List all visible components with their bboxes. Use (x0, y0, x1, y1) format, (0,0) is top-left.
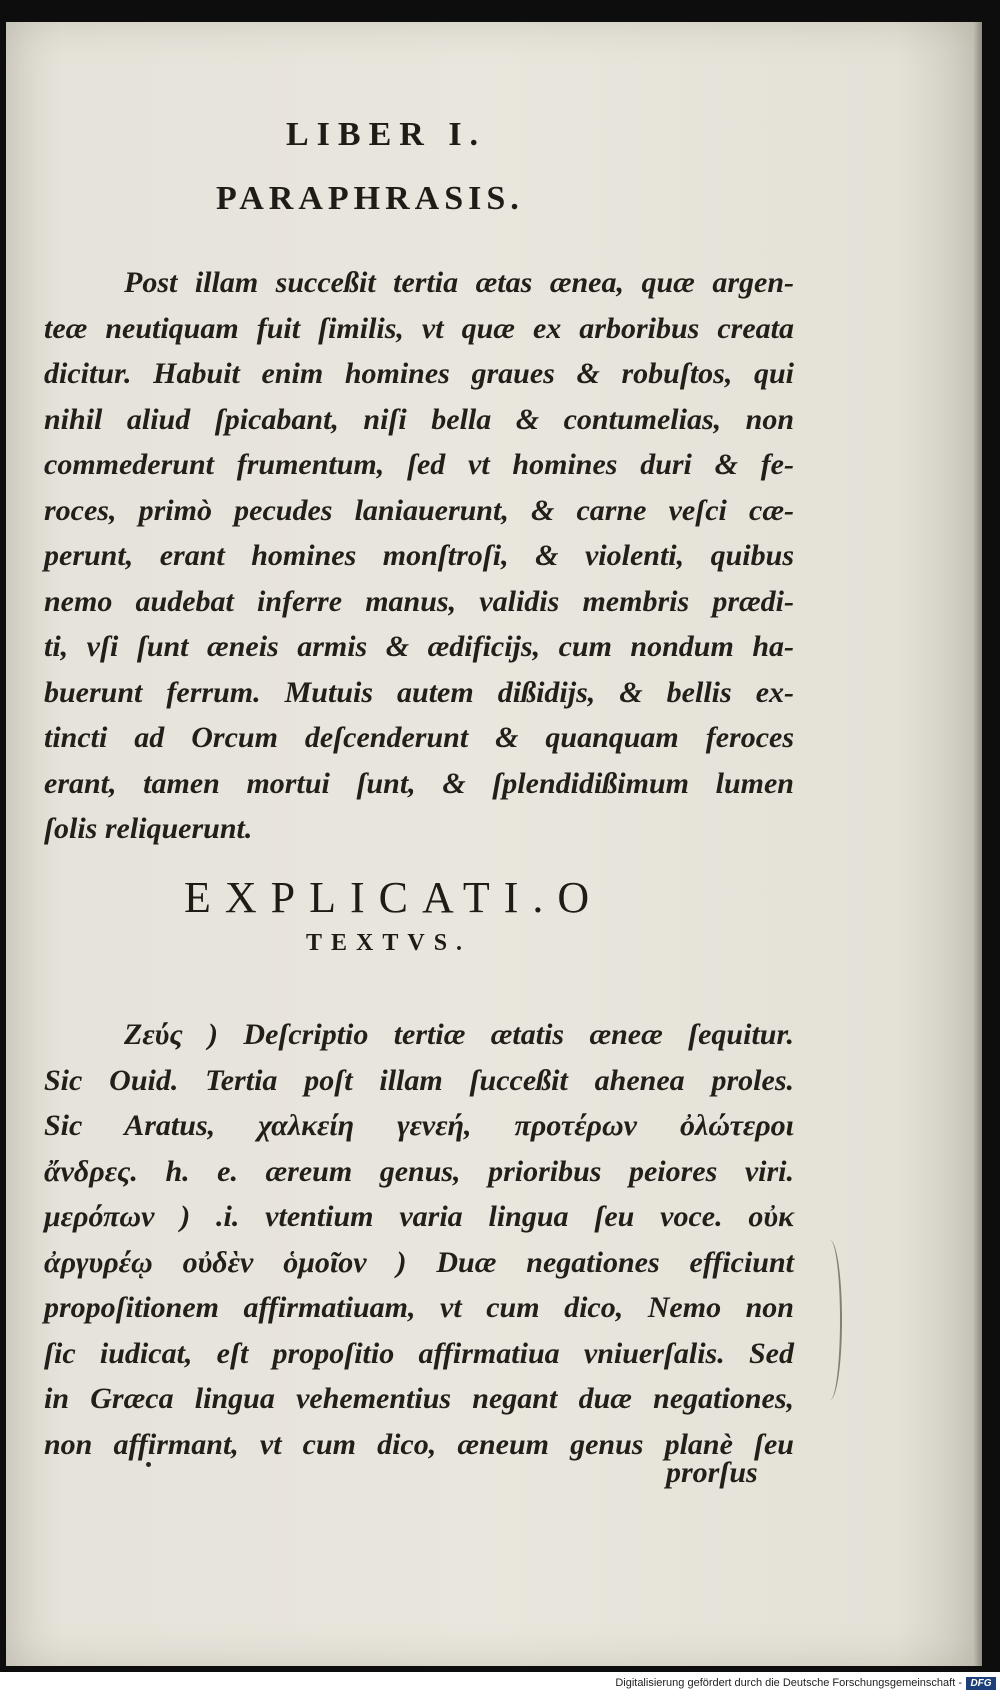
text-line: teæ neutiquam fuit ſimilis, vt quæ ex arboribus creata (44, 311, 794, 345)
margin-annotation-mark (818, 1240, 842, 1400)
explicatio-paragraph (44, 1012, 794, 1467)
text-line: tincti ad Orcum deſcenderunt & quanquam feroces (44, 721, 794, 754)
text-line: buerunt ferrum. Mutuis autem dißidijs, & bellis ex- (44, 675, 794, 709)
text-line: nemo audebat inferre manus, validis membris prædi- (44, 584, 794, 618)
text-line: ſolis reliquerunt. (44, 812, 253, 845)
section-heading-textus: TEXTVS. (306, 930, 472, 956)
text-line: ἀργυρέῳ οὐδὲν ὁμοῖον ) Duæ negationes efficiunt (44, 1245, 794, 1279)
book-page (6, 22, 974, 1666)
running-head: LIBER I. (286, 116, 487, 153)
text-line: roces, primò pecudes laniauerunt, & carne veſci cæ- (44, 493, 794, 527)
text-line: erant, tamen mortui ſunt, & ſplendidißimum lumen (44, 766, 794, 800)
catchword: prorſus (666, 1456, 758, 1489)
ink-dot (146, 1462, 151, 1467)
text-line: μερόπων ) .i. vtentium varia lingua ſeu voce. οὐκ (44, 1200, 794, 1233)
text-line: ti, vſi ſunt æneis armis & ædificijs, cum nondum ha- (44, 630, 794, 663)
text-line: perunt, erant homines monſtroſi, & violenti, quibus (44, 539, 794, 572)
text-line: nihil aliud ſpicabant, niſi bella & contumelias, non (44, 402, 794, 436)
text-line: non affirmant, vt cum dico, æneum genus planè ſeu (44, 1427, 794, 1461)
text-line: propoſitionem affirmatiuam, vt cum dico, Nemo non (44, 1291, 794, 1324)
text-line: ἄνδρες. h. e. æreum genus, prioribus peiores viri. (44, 1154, 794, 1188)
text-line: ſic iudicat, eſt propoſitio affirmatiua vniuerſalis. Sed (44, 1336, 794, 1370)
text-line: Sic Aratus, χαλκείη γενεή, προτέρων ὀλώτεροι (44, 1109, 794, 1142)
text-line: Post illam succeßit tertia ætas ænea, quæ argen- (124, 266, 794, 299)
paraphrasis-paragraph (44, 260, 794, 852)
text-line: dicitur. Habuit enim homines graues & robuſtos, qui (44, 357, 794, 390)
text-line: Ζεύς ) Deſcriptio tertiæ ætatis æneæ ſequitur. (124, 1018, 794, 1051)
text-line: Sic Ouid. Tertia poſt illam ſucceßit ahenea proles. (44, 1063, 794, 1097)
text-line: commederunt frumentum, ſed vt homines duri & fe- (44, 448, 794, 481)
text-line: in Græca lingua vehementius negant duæ negationes, (44, 1382, 794, 1415)
section-heading-explicatio: EXPLICATI.O (184, 873, 604, 922)
digitization-credit: Digitalisierung gefördert durch die Deutsche Forschungsgemeinschaft - (615, 1677, 962, 1689)
dfg-logo: DFG (966, 1677, 996, 1690)
page-edge (974, 22, 982, 1666)
section-heading-paraphrasis: PARAPHRASIS. (216, 180, 524, 217)
